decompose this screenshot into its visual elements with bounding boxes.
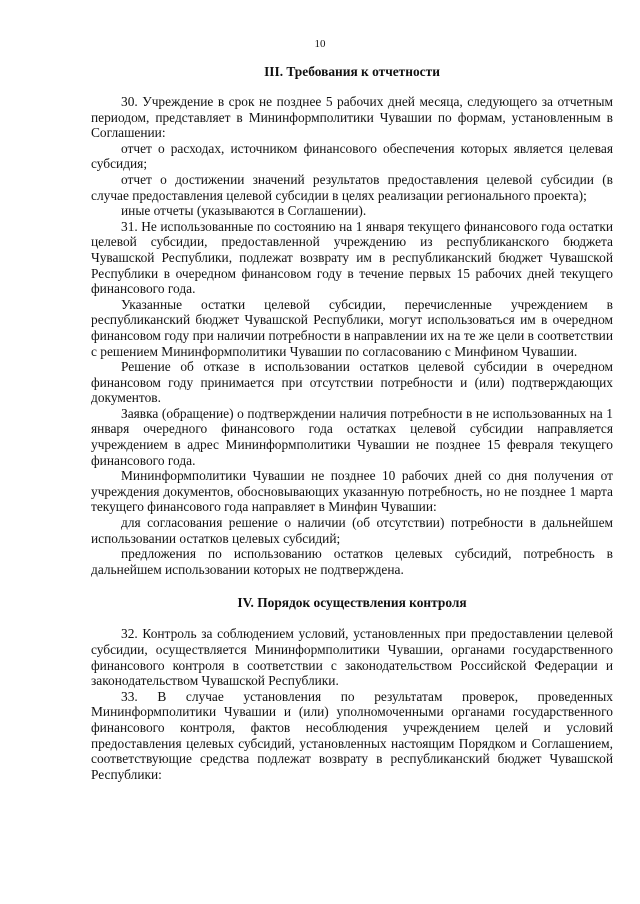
paragraph-other-reports: иные отчеты (указываются в Соглашении).: [121, 203, 367, 219]
paragraph-expense-report: отчет о расходах, источником финансового обеспечения которых является целевая субсидия;: [91, 140, 613, 172]
paragraph-results-report: отчет о достижении значений результатов предоставления целевой субсидии (в случае предоставления целевой субсидии в целях реализации регионального проекта);: [91, 171, 613, 203]
section-4-heading: IV. Порядок осуществления контроля: [237, 595, 467, 611]
paragraph-32: 32. Контроль за соблюдением условий, установленных при предоставлении целевой субсидии, осуществляется Мининформполитики Чувашии, органами государственного финансового контроля в соответствии с законодательством Российской Федерации и законодательством Чувашской Республики.: [91, 626, 613, 689]
paragraph-approval-decision: для согласования решение о наличии (об отсутствии) потребности в дальнейшем использовании остатков целевых субсидий;: [91, 515, 613, 546]
paragraph-usage-proposals: предложения по использованию остатков целевых субсидий, потребность в дальнейшем использовании которых не подтверждена.: [91, 546, 613, 577]
paragraph-remaining-funds: Указанные остатки целевой субсидии, перечисленные учреждением в республиканский бюджет Чувашской Республики, могут использоваться им в очередном финансовом году при наличии потребности в направлении их на те же цели в соответствии с решением Мининформполитики Чувашии по согласованию с Минфином Чувашии.: [91, 296, 613, 359]
paragraph-ministry-submission: Мининформполитики Чувашии не позднее 10 рабочих дней со дня получения от учреждения документов, обосновывающих указанную потребность, но не позднее 1 марта текущего финансового года направляет в Минфин Чувашии:: [91, 468, 613, 515]
document-body: [91, 64, 613, 782]
page-number: 10: [314, 38, 326, 50]
paragraph-33: 33. В случае установления по результатам проверок, проведенных Мининформполитики Чувашии и (или) уполномоченными органами государственного финансового контроля, фактов несоблюдения учреждением целей и условий предоставления целевых субсидий, установленных настоящим Порядком и Соглашением, соответствующие средства подлежат возврату в республиканский бюджет Чувашской Республики:: [91, 688, 613, 782]
paragraph-application: Заявка (обращение) о подтверждении наличия потребности в не использованных на 1 января очередного финансового года остатках целевой субсидии направляется учреждением в адрес Мининформполитики Чувашии не позднее 15 февраля текущего финансового года.: [91, 405, 613, 468]
paragraph-30: 30. Учреждение в срок не позднее 5 рабочих дней месяца, следующего за отчетным периодом, представляет в Мининформполитики Чувашии по формам, установленным в Соглашении:: [91, 94, 613, 141]
section-3-heading: III. Требования к отчетности: [264, 64, 440, 79]
paragraph-refusal-decision: Решение об отказе в использовании остатков целевой субсидии в очередном финансовом году принимается при отсутствии потребности и (или) подтверждающих документов.: [91, 359, 613, 406]
paragraph-31: 31. Не использованные по состоянию на 1 января текущего финансового года остатки целевой субсидии, предоставленной учреждению из республиканского бюджета Чувашской Республики, подлежат возврату им в республиканский бюджет Чувашской Республики в очередном финансовом году в течение первых 15 рабочих дней текущего финансового года.: [91, 218, 613, 297]
